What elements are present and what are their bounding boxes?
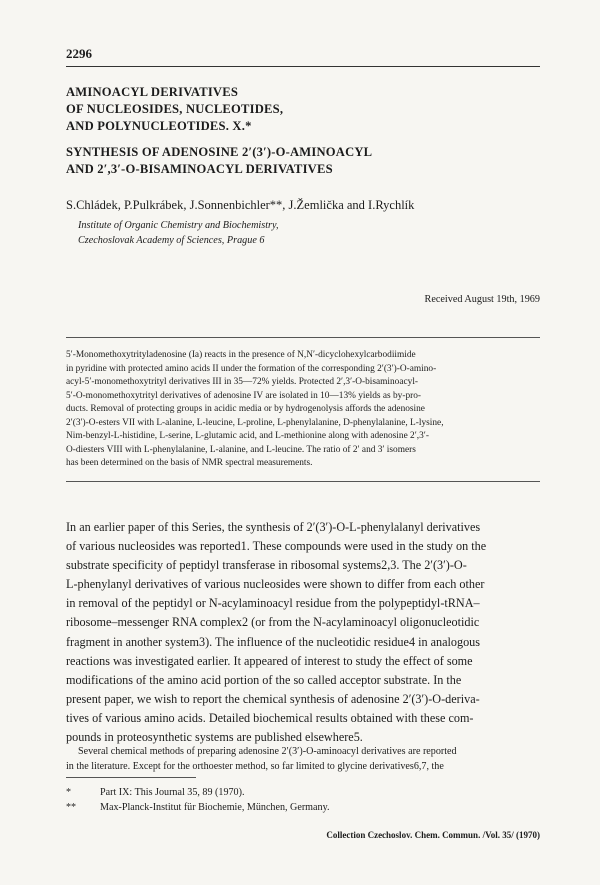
footnote (66, 800, 542, 815)
title-line: AMINOACYL DERIVATIVES (66, 85, 239, 99)
body-line: Several chemical methods of preparing adenosine 2′(3′)-O-aminoacyl derivatives are reported (78, 746, 457, 757)
title-line: AND 2′,3′-O-BISAMINOACYL DERIVATIVES (66, 162, 333, 176)
header-rule (66, 66, 540, 67)
body-text (66, 518, 542, 747)
authors: S.Chládek, P.Pulkrábek, J.Sonnenbichler**, J.Žemlička and I.Rychlík (66, 198, 415, 212)
body-line: ribosome–messenger RNA complex2 (or from the N-acylaminoacyl oligonucleotidic (66, 615, 480, 630)
footnote-rule (66, 777, 196, 778)
footnote (66, 785, 542, 800)
abstract-line: O-diesters VIII with L-phenylalanine, L-alanine, and L-leucine. The ratio of 2′ and 3′ isomers (66, 444, 416, 455)
body-line: of various nucleosides was reported1. These compounds were used in the study on the (66, 539, 487, 554)
abstract-line: acyl-5′-monomethoxytrityl derivatives III in 35—72% yields. Protected 2′,3′-O-bisaminoacyl- (66, 377, 419, 388)
received-date: Received August 19th, 1969 (424, 294, 540, 305)
affiliation (78, 218, 279, 248)
footnote-mark: ** (66, 802, 77, 813)
title-line: AND POLYNUCLEOTIDES. X.* (66, 119, 252, 133)
abstract-top-rule (66, 337, 540, 338)
body-line: reactions was investigated earlier. It appeared of interest to study the effect of some (66, 653, 473, 668)
body-line: In an earlier paper of this Series, the synthesis of 2′(3′)-O-L-phenylalanyl derivatives (66, 520, 481, 534)
abstract-line: Nim-benzyl-L-histidine, L-serine, L-glutamic acid, and L-methionine along with adenosine 2′,3′- (66, 431, 429, 442)
body-line: pounds in proteosynthetic systems are published elsewhere5. (66, 730, 363, 745)
footnote-text: Max-Planck-Institut für Biochemie, München, Germany. (100, 802, 330, 813)
body-line: in the literature. Except for the orthoester method, so far limited to glycine derivatives6,7, the (66, 761, 444, 772)
abstract-line: ducts. Removal of protecting groups in acidic media or by hydrogenolysis affords the adenosine (66, 404, 425, 415)
body-line: L-phenylanyl derivatives of various nucleosides were shown to differ from each other (66, 577, 485, 592)
body-line: tives of various amino acids. Detailed biochemical results obtained with these com- (66, 710, 474, 725)
affiliation-line: Institute of Organic Chemistry and Biochemistry, (78, 220, 279, 231)
body-line: substrate specificity of peptidyl transferase in ribosomal systems2,3. The 2′(3′)-O- (66, 558, 467, 573)
footnote-mark: * (66, 787, 72, 798)
abstract (66, 349, 540, 471)
title-line: SYNTHESIS OF ADENOSINE 2′(3′)-O-AMINOACYL (66, 145, 373, 159)
title-line: OF NUCLEOSIDES, NUCLEOTIDES, (66, 102, 284, 116)
body-line: in removal of the peptidyl or N-acylaminoacyl residue from the polypeptidyl-tRNA– (66, 596, 480, 611)
page-number: 2296 (66, 46, 92, 61)
abstract-line: 5′-O-monomethoxytrityl derivatives of adenosine IV are isolated in 10—13% yields as by-pro- (66, 390, 422, 401)
footnote-text: Part IX: This Journal 35, 89 (1970). (100, 787, 245, 798)
abstract-line: 5′-Monomethoxytrityladenosine (Ia) reacts in the presence of N,N′-dicyclohexylcarbodiimide (66, 350, 416, 360)
body-line: fragment in another system3). The influence of the nucleotidic residue4 in analogous (66, 634, 481, 649)
body-line: present paper, we wish to report the chemical synthesis of adenosine 2′(3′)-O-deriva- (66, 691, 480, 706)
abstract-bottom-rule (66, 481, 540, 482)
running-footer: Collection Czechoslov. Chem. Commun. /Vol. 35/ (1970) (326, 830, 540, 840)
body-line: modifications of the amino acid portion of the so called acceptor substrate. In the (66, 672, 462, 687)
abstract-line: 2′(3′)-O-esters VII with L-alanine, L-leucine, L-proline, L-phenylalanine, D-phenylalanine, L-lysine, (66, 417, 444, 428)
abstract-line: has been determined on the basis of NMR spectral measurements. (66, 458, 313, 469)
footnotes (66, 785, 542, 815)
article-title (66, 84, 540, 178)
abstract-line: in pyridine with protected amino acids II under the formation of the corresponding 2′(3′)-O-amino- (66, 363, 437, 374)
affiliation-line: Czechoslovak Academy of Sciences, Prague 6 (78, 235, 265, 246)
body-text-small (66, 744, 542, 774)
